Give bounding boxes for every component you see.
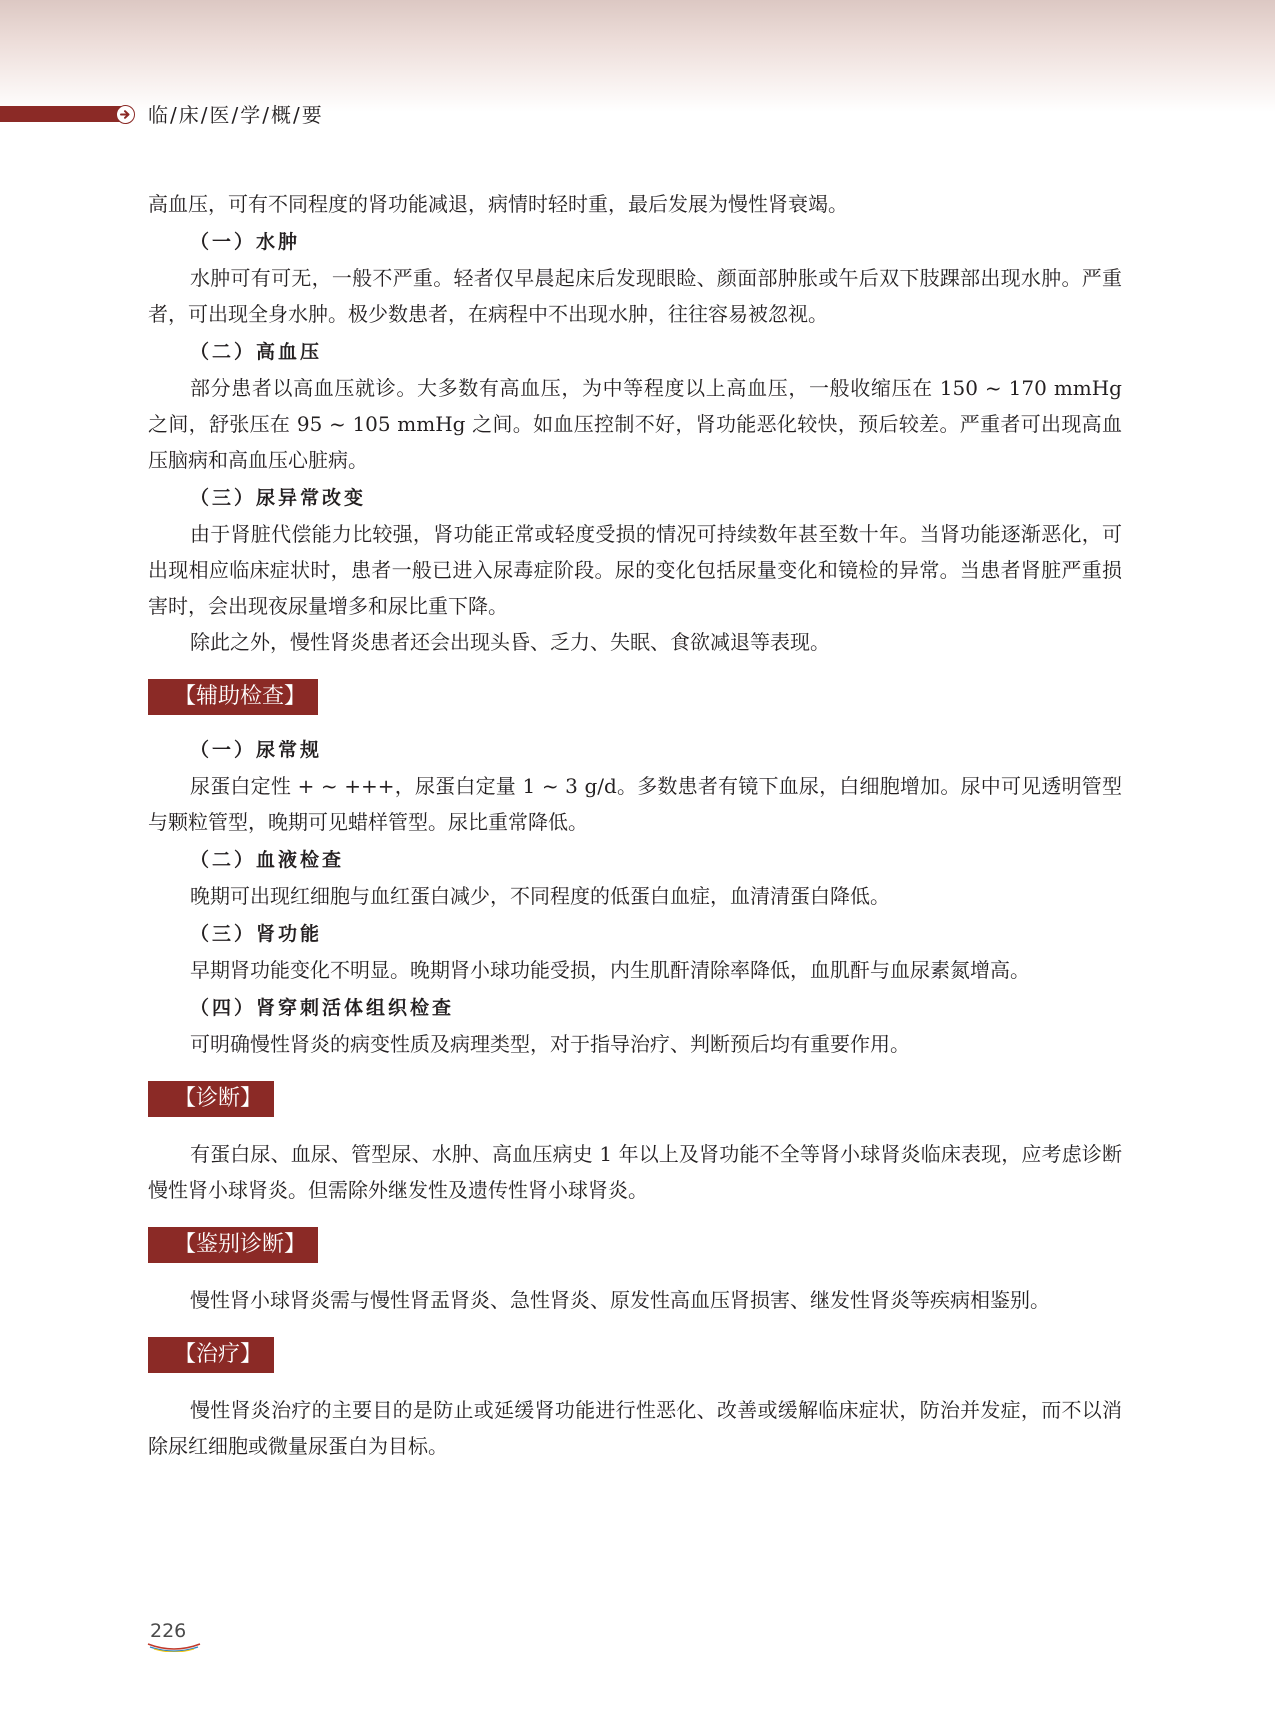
paragraph-urine-routine: 尿蛋白定性 + ~ +++，尿蛋白定量 1 ~ 3 g/d。多数患者有镜下血尿，白细胞增加。尿中可见透明管型与颗粒管型，晚期可见蜡样管型。尿比重常降低。 <box>148 774 1122 834</box>
subheading-urine-routine: （一）尿常规 <box>190 739 323 761</box>
section-aux-exam <box>148 678 1122 714</box>
subheading-blood-test: （二）血液检查 <box>190 849 345 871</box>
paragraph-diagnosis: 有蛋白尿、血尿、管型尿、水肿、高血压病史 1 年以上及肾功能不全等肾小球肾炎临床表现，应考虑诊断慢性肾小球肾炎。但需除外继发性及遗传性肾小球肾炎。 <box>148 1142 1122 1202</box>
header-accent-bar <box>0 106 129 122</box>
paragraph-renal-biopsy: 可明确慢性肾炎的病变性质及病理类型，对于指导治疗、判断预后均有重要作用。 <box>190 1032 910 1056</box>
paragraph-differential: 慢性肾小球肾炎需与慢性肾盂肾炎、急性肾炎、原发性高血压肾损害、继发性肾炎等疾病相鉴别。 <box>190 1288 1050 1312</box>
section-title-treatment: 【治疗】 <box>148 1337 274 1373</box>
section-title-aux-exam: 【辅助检查】 <box>148 679 318 715</box>
page-number: 226 <box>150 1620 187 1642</box>
subheading-renal-biopsy: （四）肾穿刺活体组织检查 <box>190 997 455 1019</box>
subheading-hypertension: （二）高血压 <box>190 341 323 363</box>
header-gradient-band <box>0 0 1275 112</box>
paragraph-treatment: 慢性肾炎治疗的主要目的是防止或延缓肾功能进行性恶化、改善或缓解临床症状，防治并发症，而不以消除尿红细胞或微量尿蛋白为目标。 <box>148 1398 1122 1458</box>
section-diagnosis <box>148 1080 1122 1116</box>
subheading-edema: （一）水肿 <box>190 231 301 253</box>
page-content <box>148 186 1122 1464</box>
subheading-renal-function: （三）肾功能 <box>190 923 323 945</box>
arrow-right-circle-icon <box>116 105 135 124</box>
book-title: 临/床/医/学/概/要 <box>148 103 324 127</box>
paragraph-blood-test: 晚期可出现红细胞与血红蛋白减少，不同程度的低蛋白血症，血清清蛋白降低。 <box>190 884 890 908</box>
subheading-urine-abnormal: （三）尿异常改变 <box>190 487 367 509</box>
section-title-diagnosis: 【诊断】 <box>148 1081 274 1117</box>
intro-paragraph: 高血压，可有不同程度的肾功能减退，病情时轻时重，最后发展为慢性肾衰竭。 <box>148 192 848 216</box>
page-number-swoosh-icon <box>146 1640 202 1652</box>
section-title-differential: 【鉴别诊断】 <box>148 1227 318 1263</box>
paragraph-other-symptoms: 除此之外，慢性肾炎患者还会出现头昏、乏力、失眠、食欲减退等表现。 <box>190 630 830 654</box>
section-differential <box>148 1226 1122 1262</box>
paragraph-edema: 水肿可有可无，一般不严重。轻者仅早晨起床后发现眼睑、颜面部肿胀或午后双下肢踝部出现水肿。严重者，可出现全身水肿。极少数患者，在病程中不出现水肿，往往容易被忽视。 <box>148 266 1122 326</box>
paragraph-urine-abnormal: 由于肾脏代偿能力比较强，肾功能正常或轻度受损的情况可持续数年甚至数十年。当肾功能逐渐恶化，可出现相应临床症状时，患者一般已进入尿毒症阶段。尿的变化包括尿量变化和镜检的异常。当患者肾脏严重损害时，会出现夜尿量增多和尿比重下降。 <box>148 522 1122 618</box>
section-treatment <box>148 1336 1122 1372</box>
arrow-right-glyph <box>119 108 132 121</box>
paragraph-renal-function: 早期肾功能变化不明显。晚期肾小球功能受损，内生肌酐清除率降低，血肌酐与血尿素氮增高。 <box>190 958 1030 982</box>
paragraph-hypertension: 部分患者以高血压就诊。大多数有高血压，为中等程度以上高血压，一般收缩压在 150 ~ 170 mmHg 之间，舒张压在 95 ~ 105 mmHg 之间。如血压控制不好，肾功能恶化较快，预后较差。严重者可出现高血压脑病和高血压心脏病。 <box>148 376 1122 472</box>
